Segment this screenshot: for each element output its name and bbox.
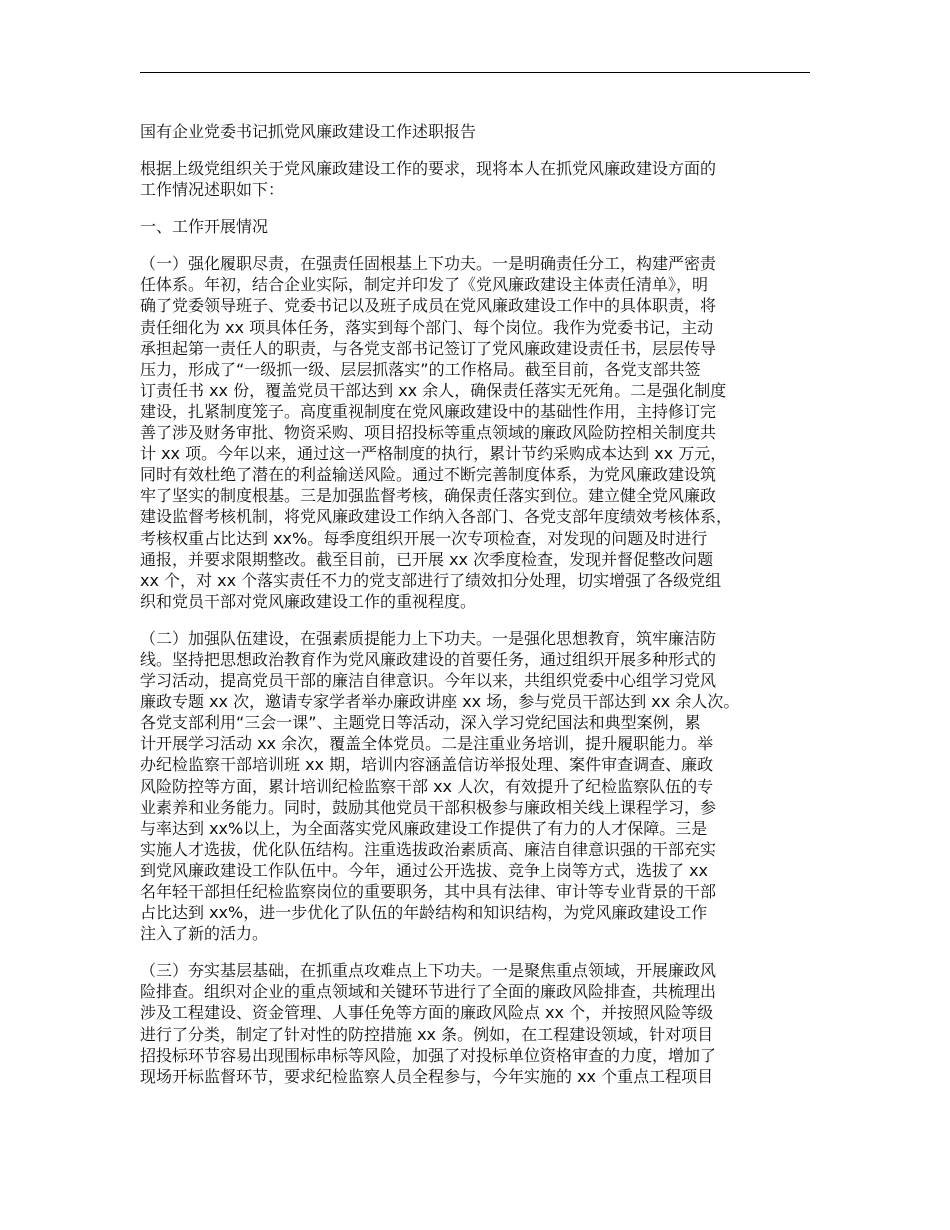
- text-line: 压力，形成了“一级抓一级、层层抓落实”的工作格局。截至目前，各党支部共签: [140, 359, 701, 379]
- text-line: 计开展学习活动 xx 余次，覆盖全体党员。二是注重业务培训，提升履职能力。举: [140, 734, 714, 754]
- paragraph-list: [140, 158, 826, 1087]
- text-line: 计 xx 项。今年以来，通过这一严格制度的执行，累计节约采购成本达到 xx 万元，: [140, 444, 727, 464]
- text-line: 学习活动，提高党员干部的廉洁自律意识。今年以来，共组织党委中心组学习党风: [140, 671, 717, 691]
- text-line: 善了涉及财务审批、物资采购、项目招投标等重点领域的廉政风险防控相关制度共: [140, 423, 717, 443]
- text-line: 廉政专题 xx 次，邀请专家学者举办廉政讲座 xx 场，参与党员干部达到 xx 余人次。: [140, 692, 740, 712]
- text-line: 织和党员干部对党风廉政建设工作的重视程度。: [140, 591, 477, 611]
- text-line: 涉及工程建设、资金管理、人事任免等方面的廉政风险点 xx 个，并按照风险等级: [140, 1003, 714, 1023]
- text-line: 通报，并要求限期整改。截至目前，已开展 xx 次季度检查，发现并督促整改问题: [140, 549, 714, 569]
- text-line: 招投标环节容易出现围标串标等风险，加强了对投标单位资格审查的力度，增加了: [140, 1045, 717, 1065]
- text-line: 任体系。年初，结合企业实际，制定并印发了《党风廉政建设主体责任清单》，明: [140, 275, 709, 295]
- text-line: 同时有效杜绝了潜在的利益输送风险。通过不断完善制度体系，为党风廉政建设筑: [140, 465, 717, 485]
- text-line: 考核权重占比达到 xx%。每季度组织开展一次专项检查，对发现的问题及时进行: [140, 528, 708, 548]
- text-line: 办纪检监察干部培训班 xx 期，培训内容涵盖信访举报处理、案件审查调查、廉政: [140, 755, 714, 775]
- paragraph: [140, 216, 826, 237]
- text-line: 确了党委领导班子、党委书记以及班子成员在党风廉政建设工作中的具体职责，将: [140, 296, 717, 316]
- paragraph: [140, 158, 826, 200]
- document-body: [140, 121, 826, 1103]
- text-line: 订责任书 xx 份，覆盖党员干部达到 xx 余人，确保责任落实无死角。二是强化制度: [140, 380, 727, 400]
- text-line: 注入了新的活力。: [140, 924, 269, 944]
- text-line: 业素养和业务能力。同时，鼓励其他党员干部积极参与廉政相关线上课程学习，参: [140, 797, 717, 817]
- text-line: 到党风廉政建设工作队伍中。今年，通过公开选拔、竞争上岗等方式，选拔了 xx: [140, 860, 709, 880]
- text-line: 实施人才选拔，优化队伍结构。注重选拔政治素质高、廉洁自律意识强的干部充实: [140, 839, 717, 859]
- paragraph: [140, 253, 826, 612]
- text-line: （二）加强队伍建设，在强素质提能力上下功夫。一是强化思想教育，筑牢廉洁防: [140, 628, 717, 648]
- text-line: 工作情况述职如下：: [140, 180, 285, 200]
- text-line: 承担起第一责任人的职责，与各党支部书记签订了党风廉政建设责任书，层层传导: [140, 338, 717, 358]
- paragraph: [140, 960, 826, 1087]
- document-title: 国有企业党委书记抓党风廉政建设工作述职报告: [140, 122, 477, 141]
- text-line: 与率达到 xx%以上，为全面落实党风廉政建设工作提供了有力的人才保障。三是: [140, 818, 708, 838]
- text-line: 进行了分类，制定了针对性的防控措施 xx 条。例如，在工程建设领域，针对项目: [140, 1024, 714, 1044]
- text-line: 各党支部利用“三会一课”、主题党日等活动，深入学习党纪国法和典型案例，累: [140, 713, 701, 733]
- text-line: 牢了坚实的制度根基。三是加强监督考核，确保责任落实到位。建立健全党风廉政: [140, 486, 717, 506]
- text-line: 现场开标监督环节，要求纪检监察人员全程参与，今年实施的 xx 个重点工程项目: [140, 1066, 714, 1086]
- text-line: 风险防控等方面，累计培训纪检监察干部 xx 人次，有效提升了纪检监察队伍的专: [140, 776, 714, 796]
- text-line: 一、工作开展情况: [140, 217, 269, 237]
- text-line: xx 个，对 xx 个落实责任不力的党支部进行了绩效扣分处理，切实增强了各级党组: [140, 570, 722, 590]
- text-line: 建设，扎紧制度笼子。高度重视制度在党风廉政建设中的基础性作用，主持修订完: [140, 401, 717, 421]
- text-line: 责任细化为 xx 项具体任务，落实到每个部门、每个岗位。我作为党委书记，主动: [140, 317, 714, 337]
- text-line: 占比达到 xx%，进一步优化了队伍的年龄结构和知识结构，为党风廉政建设工作: [140, 903, 708, 923]
- text-line: 建设监督考核机制，将党风廉政建设工作纳入各部门、各党支部年度绩效考核体系，: [140, 507, 733, 527]
- text-line: 名年轻干部担任纪检监察岗位的重要职务，其中具有法律、审计等专业背景的干部: [140, 882, 717, 901]
- text-line: 线。坚持把思想政治教育作为党风廉政建设的首要任务，通过组织开展多种形式的: [140, 649, 717, 669]
- paragraph: [140, 628, 826, 944]
- text-line: 险排查。组织对企业的重点领域和关键环节进行了全面的廉政风险排查，共梳理出: [140, 982, 717, 1002]
- text-line: 根据上级党组织关于党风廉政建设工作的要求，现将本人在抓党风廉政建设方面的: [140, 159, 717, 178]
- text-line: （三）夯实基层基础，在抓重点攻难点上下功夫。一是聚焦重点领域，开展廉政风: [140, 961, 717, 981]
- header-rule: [140, 72, 810, 73]
- text-line: （一）强化履职尽责，在强责任固根基上下功夫。一是明确责任分工，构建严密责: [140, 254, 717, 274]
